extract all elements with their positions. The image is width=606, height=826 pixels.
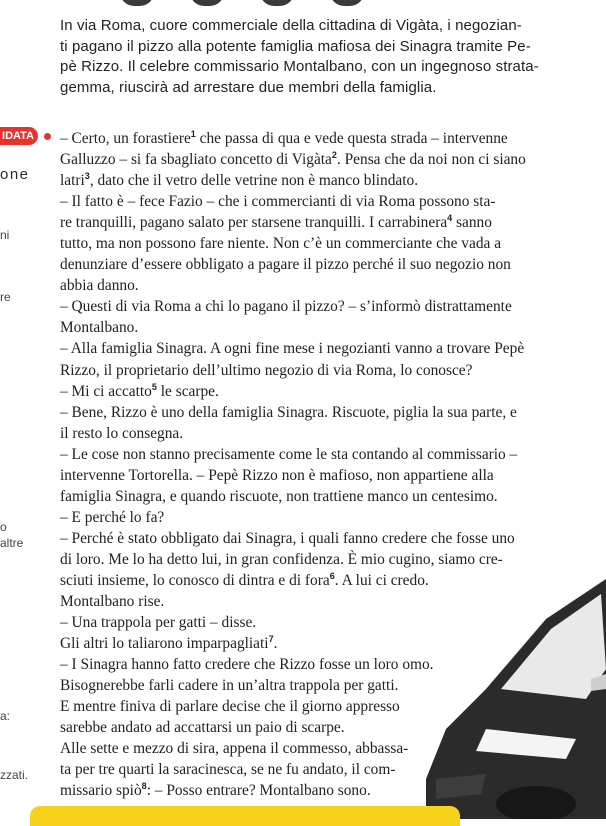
top-decoration xyxy=(60,0,460,6)
text-line: di loro. Me lo ha detto lui, in gran confidenza. È mio cugino, siamo cre- xyxy=(60,550,503,568)
text-line: Montalbano. xyxy=(60,319,139,337)
text-line: – Questi di via Roma a chi lo pagano il pizzo? – s’informò distrattamente xyxy=(60,298,512,316)
note-number: 5 xyxy=(151,381,157,392)
text-line: – Alla famiglia Sinagra. A ogni fine mese i negozianti vanno a trovare Pepè xyxy=(60,340,525,358)
text-line: abbia danno. xyxy=(60,277,139,295)
note-number: 8 xyxy=(141,781,147,792)
intro-line: In via Roma, cuore commerciale della cittadina di Vigàta, i negozian- xyxy=(60,17,522,34)
note-number: 3 xyxy=(84,171,90,182)
note-number: 7 xyxy=(268,634,274,645)
text-line: – E perché lo fa? xyxy=(60,508,165,526)
intro-paragraph xyxy=(60,16,560,98)
text-line: ta per tre quarti la saracinesca, se ne fu andato, il com- xyxy=(60,761,396,779)
text-line: Bisognerebbe farli cadere in un’altra trappola per gatti. xyxy=(60,677,399,695)
text-line: Montalbano rise. xyxy=(60,593,165,611)
note-number: 2 xyxy=(331,150,337,161)
note-number: 6 xyxy=(329,570,335,581)
margin-fragment: o xyxy=(0,520,7,534)
badge-dot-icon xyxy=(44,133,51,140)
intro-line: ti pagano il pizzo alla potente famiglia mafiosa dei Sinagra tramite Pe- xyxy=(60,37,531,55)
text-line: – Mi ci accatto$^5$ le scarpe. xyxy=(60,381,219,400)
text-line: – Certo, un forastiere$^1$ che passa di qua e vede questa strada – intervenne xyxy=(60,129,508,147)
margin-fragment: altre xyxy=(0,536,24,550)
intro-line: pè Rizzo. Il celebre commissario Montalbano, con un ingegnoso strata- xyxy=(60,58,539,75)
note-number: 4 xyxy=(447,213,453,224)
text-line: E mentre finiva di parlare decise che il giorno appresso xyxy=(60,698,400,716)
text-line: Rizzo, il proprietario dell’ultimo negozio di via Roma, lo conosce? xyxy=(60,361,473,379)
margin-fragment: ni xyxy=(0,228,10,242)
text-line: re tranquilli, pagano salato per starsene tranquilli. I carrabinera$^4$ sanno xyxy=(60,213,492,232)
text-line: denunziare d’essere obbligato a pagare il pizzo perché il suo negozio non xyxy=(60,256,511,274)
intro-line: gemma, riuscirà ad arrestare due membri della famiglia. xyxy=(60,78,437,96)
text-line: Gli altri lo taliarono imparpagliati$^7$. xyxy=(60,634,278,653)
story-text xyxy=(60,128,560,802)
text-line: il resto lo consegna. xyxy=(60,424,184,442)
text-line: famiglia Sinagra, e quando riscuote, non trattiene manco un centesimo. xyxy=(60,487,498,505)
margin-fragment: one xyxy=(0,166,30,183)
text-line: – Perché è stato obbligato dai Sinagra, i quali fanno credere che fosse uno xyxy=(60,529,515,547)
text-line: intervenne Tortorella. – Pepè Rizzo non è mafioso, non appartiene alla xyxy=(60,466,494,484)
text-line: missario spiò$^8$: – Posso entrare? Montalbano sono. xyxy=(60,781,371,800)
text-line: latri$^3$, dato che il vetro delle vetrine non è manco blindato. xyxy=(60,171,419,190)
text-line: tutto, ma non possono fare niente. Non c’è un commerciante che vada a xyxy=(60,235,502,253)
text-line: Galluzzo – si fa sbagliato concetto di Vigàta$^2$. Pensa che da noi non ci siano xyxy=(60,150,526,169)
text-line: – Il fatto è – fece Fazio – che i commercianti di via Roma possono sta- xyxy=(60,193,496,211)
guida-badge: IDATA xyxy=(0,127,38,145)
text-line: – Una trappola per gatti – disse. xyxy=(60,614,257,632)
text-line: – Le cose non stanno precisamente come le sta contando al commissario – xyxy=(60,445,518,463)
text-line: sarebbe andato ad accattarsi un paio di scarpe. xyxy=(60,719,345,737)
note-number: 1 xyxy=(190,129,196,139)
text-line: sciuti insieme, lo conosco di dintra e di fora$^6$. A lui ci credo. xyxy=(60,570,429,589)
text-line: – Bene, Rizzo è uno della famiglia Sinagra. Riscuote, piglia la sua parte, e xyxy=(60,403,517,421)
yellow-footer-bar xyxy=(30,806,460,826)
text-line: – I Sinagra hanno fatto credere che Rizzo fosse un loro omo. xyxy=(60,656,434,674)
margin-fragment: zzati. xyxy=(0,768,29,782)
text-line: Alle sette e mezzo di sira, appena il commesso, abbassa- xyxy=(60,740,409,758)
margin-fragment: re xyxy=(0,290,11,304)
margin-fragment: a: xyxy=(0,709,11,723)
